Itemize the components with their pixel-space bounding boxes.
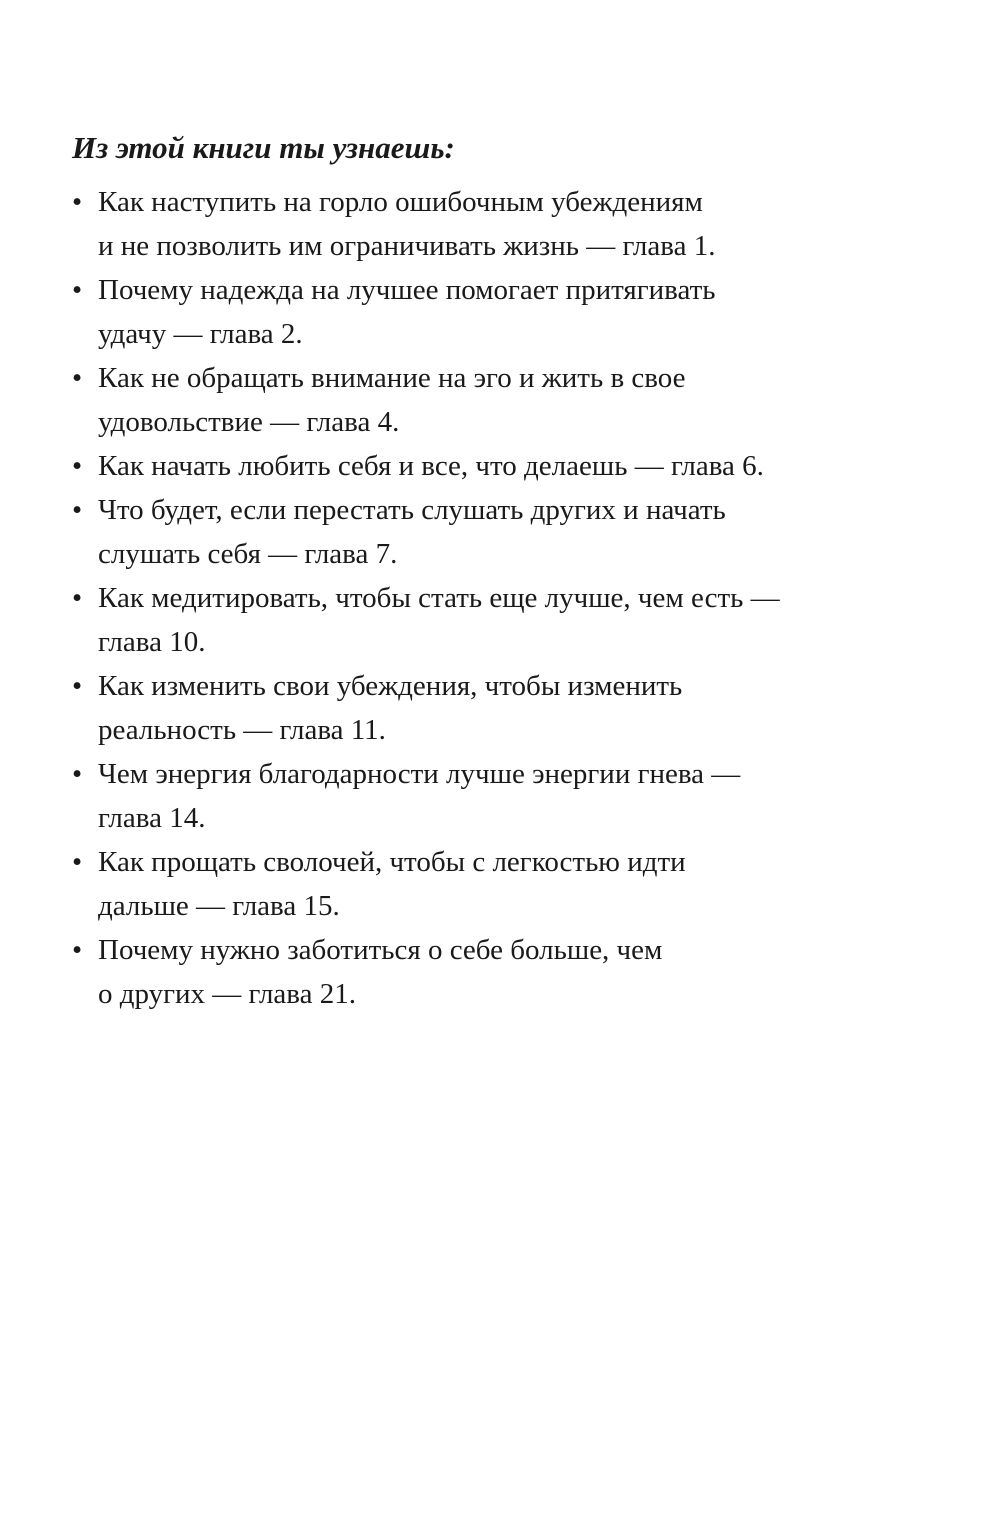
page-heading: Из этой книги ты узнаешь:	[72, 130, 455, 165]
list-item-line: глава 14.	[98, 802, 206, 834]
list-item-line: Как медитировать, чтобы стать еще лучше, чем есть —	[98, 582, 780, 614]
list-item	[72, 928, 952, 1016]
list-item-line: удачу — глава 2.	[98, 318, 303, 350]
list-item-line: Чем энергия благодарности лучше энергии гнева —	[98, 758, 741, 790]
bullet-icon: •	[72, 450, 83, 482]
list-item	[72, 576, 952, 664]
list-item-line: Почему нужно заботиться о себе больше, чем	[98, 934, 663, 966]
bullet-icon: •	[72, 846, 83, 878]
bullet-icon: •	[72, 582, 83, 614]
list-item-line: дальше — глава 15.	[98, 890, 340, 922]
list-item	[72, 180, 952, 268]
list-item	[72, 664, 952, 752]
list-item-line: слушать себя — глава 7.	[98, 538, 398, 570]
list-item-line: Почему надежда на лучшее помогает притягивать	[98, 274, 716, 306]
list-item	[72, 840, 952, 928]
list-item-line: удовольствие — глава 4.	[98, 406, 400, 438]
bullet-icon: •	[72, 274, 83, 306]
list-item	[72, 268, 952, 356]
bullet-icon: •	[72, 362, 83, 394]
bullet-icon: •	[72, 186, 83, 218]
bullet-icon: •	[72, 494, 83, 526]
list-item-line: реальность — глава 11.	[98, 714, 386, 746]
list-item	[72, 752, 952, 840]
list-item-line: Как начать любить себя и все, что делаешь — глава 6.	[98, 450, 764, 482]
bullet-icon: •	[72, 758, 83, 790]
list-item-line: Что будет, если перестать слушать других и начать	[98, 494, 726, 526]
list-item-line: глава 10.	[98, 626, 206, 658]
bullet-icon: •	[72, 934, 83, 966]
bullet-icon: •	[72, 670, 83, 702]
list-item	[72, 444, 952, 488]
list-item-line: Как изменить свои убеждения, чтобы изменить	[98, 670, 683, 702]
chapter-benefits-list	[72, 180, 952, 1016]
list-item	[72, 356, 952, 444]
list-item-line: Как наступить на горло ошибочным убеждениям	[98, 186, 703, 218]
list-item-line: о других — глава 21.	[98, 978, 356, 1010]
list-item-line: Как не обращать внимание на эго и жить в свое	[98, 362, 686, 394]
list-item-line: Как прощать сволочей, чтобы с легкостью идти	[98, 846, 686, 878]
list-item-line: и не позволить им ограничивать жизнь — глава 1.	[98, 230, 716, 262]
list-item	[72, 488, 952, 576]
